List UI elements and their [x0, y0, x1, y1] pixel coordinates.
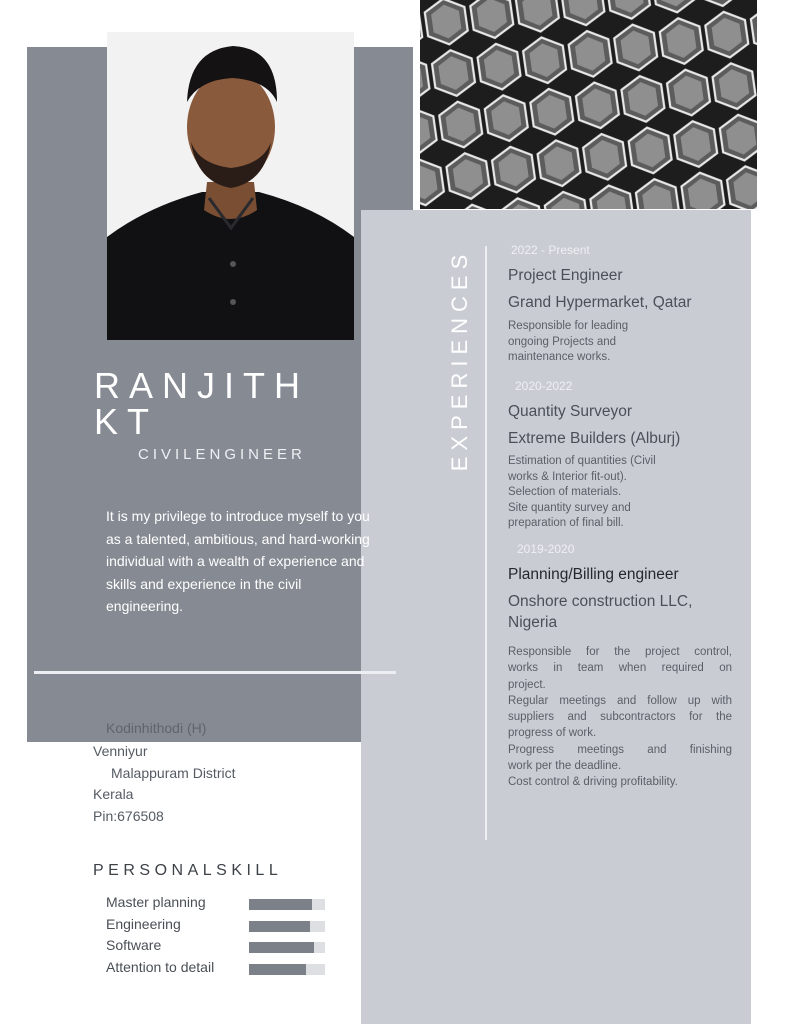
job-description-line: preparation of final bill.	[508, 517, 624, 529]
skill-item	[106, 894, 336, 914]
job-role: Quantity Surveyor	[508, 403, 633, 420]
address-line: Venniyur	[93, 743, 148, 759]
job-description-line: works in team when required on	[508, 662, 732, 675]
skill-bar-fill	[249, 899, 312, 910]
job-description-line: suppliers and subcontractors for the	[508, 711, 732, 724]
job-description-line: Estimation of quantities (Civil	[508, 455, 656, 467]
job-description-line: progress of work.	[508, 727, 597, 740]
skill-label: Software	[106, 937, 162, 953]
job-description-line: Progress meetings and finishing	[508, 743, 732, 756]
timeline-line	[485, 246, 487, 840]
divider	[34, 671, 396, 674]
job-description-line: ongoing Projects and	[508, 335, 617, 348]
experience-heading	[430, 230, 490, 490]
job-role: Project Engineer	[508, 267, 623, 284]
skill-bar-fill	[249, 964, 306, 975]
job-description-line: project.	[508, 678, 546, 691]
job-description-line: Site quantity survey and	[508, 501, 631, 514]
job-period: 2020-2022	[515, 379, 573, 393]
job-company: Extreme Builders (Alburj)	[508, 430, 681, 447]
job-period: 2022 - Present	[511, 243, 590, 257]
job-description-line: Cost control & driving profitability.	[508, 776, 678, 789]
job-description-line: works & Interior fit-out).	[508, 470, 627, 483]
hexagon-pattern-image	[420, 0, 757, 209]
job-description	[508, 644, 732, 791]
job-company: Nigeria	[508, 614, 558, 631]
job-description-line: Responsible for the project control,	[508, 646, 732, 658]
name-first: RANJITH	[94, 365, 309, 406]
skill-bar-fill	[249, 942, 314, 953]
job-description	[508, 319, 628, 366]
job-description-line: work per the deadline.	[508, 760, 622, 773]
job-description-line: Responsible for leading	[508, 320, 629, 332]
skill-bar	[249, 899, 325, 910]
job-company: Onshore construction LLC,	[508, 593, 693, 610]
job-description-line: maintenance works.	[508, 351, 611, 363]
job-company: Grand Hypermarket, Qatar	[508, 294, 692, 311]
job-description-line: Selection of materials.	[508, 486, 622, 498]
skill-item	[106, 916, 336, 936]
job-description	[508, 454, 656, 532]
intro-paragraph: It is my privilege to introduce myself to you as a talented, ambitious, and hard-working individual with a wealth of experience and skills and experience in the civil engineering.	[106, 508, 370, 614]
address-line: Malappuram District	[111, 765, 236, 781]
skill-label: Attention to detail	[106, 959, 215, 975]
job-description-line: Regular meetings and follow up with	[508, 694, 732, 707]
skill-item	[106, 959, 336, 979]
address-line: Pin:676508	[93, 808, 164, 824]
skills-heading: PERSONALSKILL	[93, 862, 283, 879]
skill-item	[106, 937, 336, 957]
skill-bar	[249, 921, 325, 932]
skill-bar	[249, 964, 325, 975]
address-line: Kerala	[93, 786, 134, 802]
address-line: Kodinhithodi (H)	[106, 720, 207, 736]
experience-heading-text: EXPERIENCES	[447, 248, 472, 472]
job-role: Planning/Billing engineer	[508, 566, 679, 583]
name-last: KT	[94, 401, 159, 442]
skill-bar	[249, 942, 325, 953]
skill-label: Master planning	[106, 894, 206, 910]
skill-bar-fill	[249, 921, 310, 932]
skill-label: Engineering	[106, 916, 181, 932]
job-period: 2019-2020	[517, 542, 575, 556]
profile-photo	[107, 32, 354, 340]
job-title: CIVILENGINEER	[138, 446, 306, 463]
